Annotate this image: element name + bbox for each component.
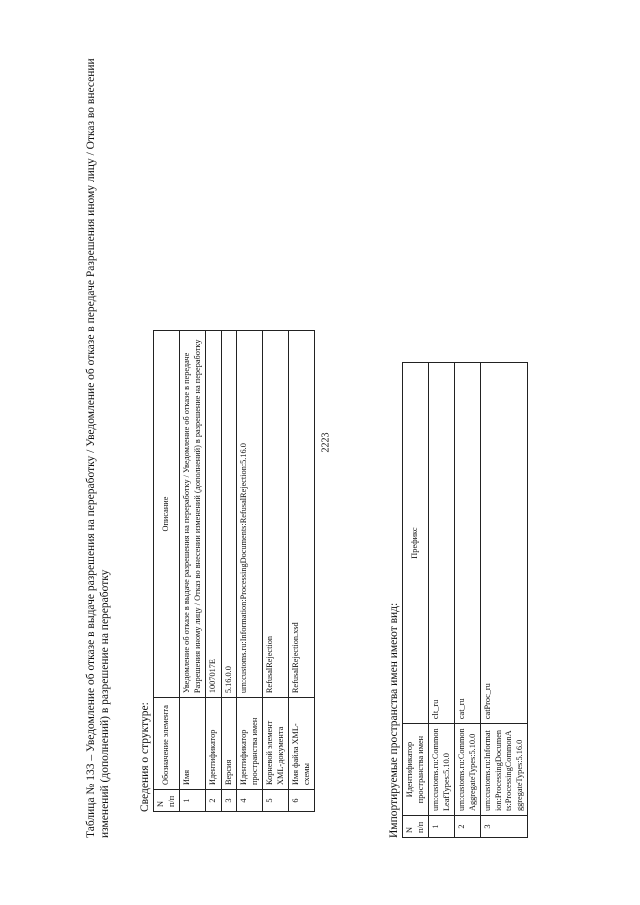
row-prefix: catProc_ru <box>481 363 528 724</box>
rotated-content <box>84 38 640 838</box>
table-row <box>180 331 206 812</box>
row-num: 2 <box>455 816 481 838</box>
row-element: Идентификатор <box>206 698 222 790</box>
row-num: 3 <box>481 816 528 838</box>
row-namespace: urn:customs.ru:CommonLeafTypes:5.10.0 <box>429 724 455 816</box>
table-row <box>455 363 481 838</box>
row-prefix: cat_ru <box>455 363 481 724</box>
row-namespace: urn:customs.ru:Information:ProcessingDocuments:ProcessingCommonAggregateTypes:5.16.0 <box>481 724 528 816</box>
header-description: Описание <box>154 331 180 698</box>
row-num: 4 <box>237 790 263 812</box>
header-prefix: Префикс <box>403 363 429 724</box>
table-row <box>481 363 528 838</box>
header-element: Обозначение элемента <box>154 698 180 790</box>
row-description: RefusalRejection <box>263 331 289 698</box>
table-row <box>263 331 289 812</box>
table-title: Таблица № 133 – Уведомление об отказе в выдаче разрешения на переработку / Уведомление об отказе в передаче Разрешения иному лицу / Отказ во внесении изменений (дополнений) в разрешение на переработку <box>85 58 111 838</box>
row-num: 5 <box>263 790 289 812</box>
row-description: RefusalRejection.xsd <box>289 331 315 698</box>
row-description: 5.16.0.0 <box>221 331 237 698</box>
structure-header-row <box>154 331 180 812</box>
row-description: Уведомление об отказе в выдаче разрешения на переработку / Уведомление об отказе в передаче Разрешения иному лицу / Отказ во внесении изменений (дополнений) в разрешение на переработку <box>180 331 206 698</box>
table-row <box>206 331 222 812</box>
structure-caption: Сведения о структуре: <box>139 702 151 812</box>
header-num: N п/п <box>403 816 429 838</box>
namespaces-header-row <box>403 363 429 838</box>
namespaces-table <box>402 362 528 838</box>
row-element: Версия <box>221 698 237 790</box>
table-row <box>237 331 263 812</box>
row-num: 1 <box>180 790 206 812</box>
structure-table <box>153 330 315 812</box>
page-number: 2223 <box>320 432 332 453</box>
namespaces-caption: Импортируемые пространства имен имеют вид: <box>388 602 400 838</box>
table-row <box>429 363 455 838</box>
row-element: Имя файла XML-схемы <box>289 698 315 790</box>
row-namespace: urn:customs.ru:CommonAggregateTypes:5.10.0 <box>455 724 481 816</box>
row-num: 3 <box>221 790 237 812</box>
table-row <box>221 331 237 812</box>
row-element: Корневой элемент XML-документа <box>263 698 289 790</box>
row-num: 2 <box>206 790 222 812</box>
row-prefix: clt_ru <box>429 363 455 724</box>
row-description: 1007017E <box>206 331 222 698</box>
header-namespace: Идентификатор пространства имен <box>403 724 429 816</box>
row-num: 6 <box>289 790 315 812</box>
row-description: urn:customs.ru:Information:ProcessingDocuments:RefusalRejection:5.16.0 <box>237 331 263 698</box>
table-row <box>289 331 315 812</box>
header-num: N п/п <box>154 790 180 812</box>
row-element: Идентификатор пространства имен <box>237 698 263 790</box>
row-element: Имя <box>180 698 206 790</box>
row-num: 1 <box>429 816 455 838</box>
